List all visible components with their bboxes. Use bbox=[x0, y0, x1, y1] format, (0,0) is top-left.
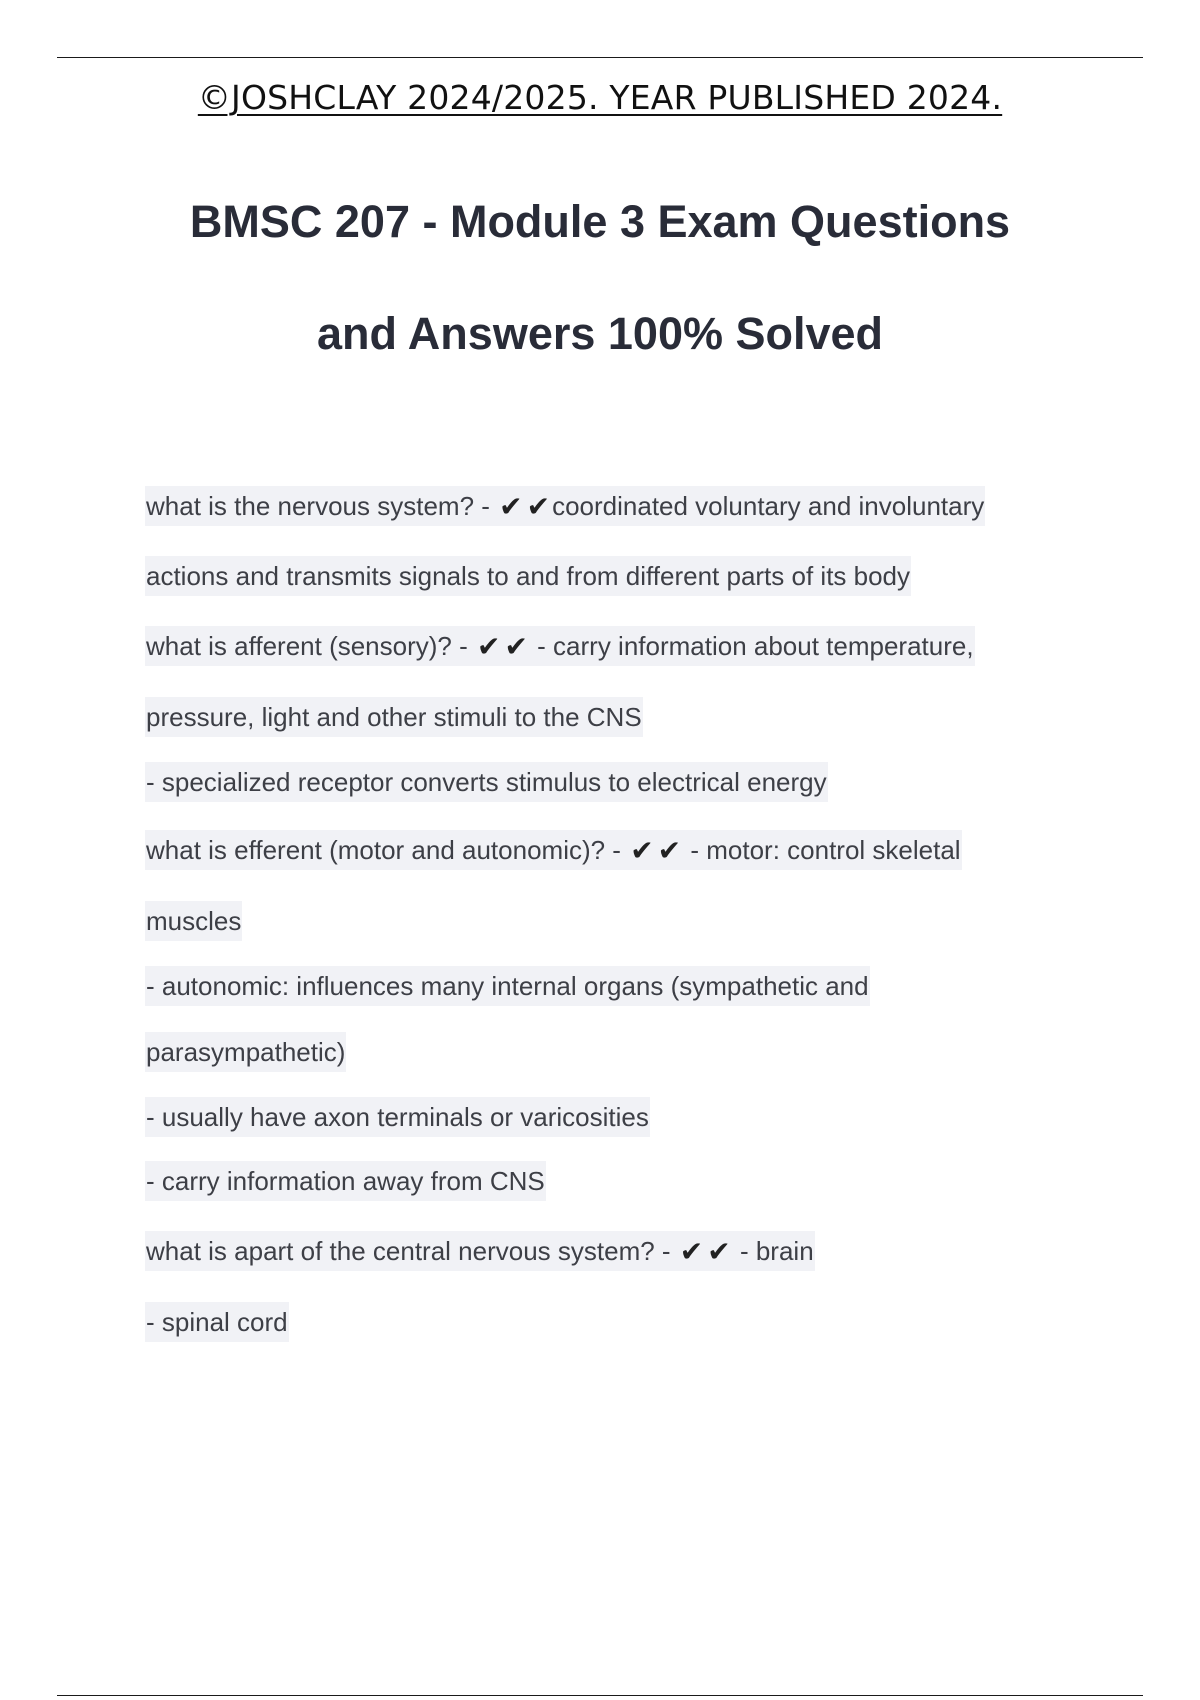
answer-bullet: - spinal cord bbox=[145, 1302, 289, 1342]
qa-line bbox=[145, 1231, 815, 1271]
qa-line bbox=[145, 486, 985, 526]
check-icon: ✔ bbox=[504, 631, 528, 662]
copyright-text: ©JOSHCLAY 2024/2025. YEAR PUBLISHED 2024. bbox=[197, 78, 1003, 117]
document-title-line-2: and Answers 100% Solved bbox=[316, 308, 884, 359]
top-rule bbox=[57, 57, 1143, 58]
answer-bullet: - carry information away from CNS bbox=[145, 1161, 546, 1201]
check-icon: ✔ bbox=[630, 835, 654, 866]
question-text-highlight bbox=[145, 626, 975, 666]
qa-line bbox=[145, 697, 643, 737]
qa-line bbox=[145, 901, 242, 941]
document-title-line-1: BMSC 207 - Module 3 Exam Questions bbox=[189, 196, 1011, 247]
answer-text: - motor: control skeletal bbox=[683, 835, 961, 865]
qa-line bbox=[145, 762, 828, 802]
copyright-header bbox=[0, 78, 1200, 117]
qa-line bbox=[145, 1302, 289, 1342]
qa-line bbox=[145, 626, 975, 666]
answer-bullet: - specialized receptor converts stimulus to electrical energy bbox=[145, 762, 828, 802]
question-text-highlight bbox=[145, 486, 985, 526]
answer-continuation: actions and transmits signals to and from different parts of its body bbox=[145, 556, 911, 596]
question-text: what is apart of the central nervous system? - bbox=[146, 1236, 678, 1266]
check-icon: ✔ bbox=[657, 835, 682, 866]
answer-bullet: - usually have axon terminals or varicosities bbox=[145, 1097, 650, 1137]
answer-text: - brain bbox=[732, 1236, 814, 1266]
question-text-highlight bbox=[145, 1231, 815, 1271]
question-text: what is afferent (sensory)? - bbox=[146, 631, 475, 661]
qa-line bbox=[145, 830, 962, 870]
check-icon: ✔ bbox=[526, 491, 551, 522]
bottom-rule bbox=[57, 1695, 1143, 1696]
answer-text: - carry information about temperature, bbox=[529, 631, 974, 661]
check-icon: ✔ bbox=[499, 491, 523, 522]
check-icon: ✔ bbox=[477, 631, 501, 662]
check-icon: ✔ bbox=[679, 1236, 704, 1267]
answer-continuation: pressure, light and other stimuli to the CNS bbox=[145, 697, 643, 737]
question-text-highlight bbox=[145, 830, 962, 870]
answer-text: coordinated voluntary and involuntary bbox=[552, 491, 985, 521]
question-text: what is efferent (motor and autonomic)? - bbox=[146, 835, 629, 865]
qa-line bbox=[145, 1032, 346, 1072]
qa-line bbox=[145, 1097, 650, 1137]
answer-bullet: - autonomic: influences many internal organs (sympathetic and bbox=[145, 966, 870, 1006]
question-text: what is the nervous system? - bbox=[146, 491, 498, 521]
qa-line bbox=[145, 966, 870, 1006]
answer-continuation: parasympathetic) bbox=[145, 1032, 346, 1072]
answer-continuation: muscles bbox=[145, 901, 242, 941]
check-icon: ✔ bbox=[707, 1236, 731, 1267]
qa-line bbox=[145, 556, 911, 596]
qa-line bbox=[145, 1161, 546, 1201]
